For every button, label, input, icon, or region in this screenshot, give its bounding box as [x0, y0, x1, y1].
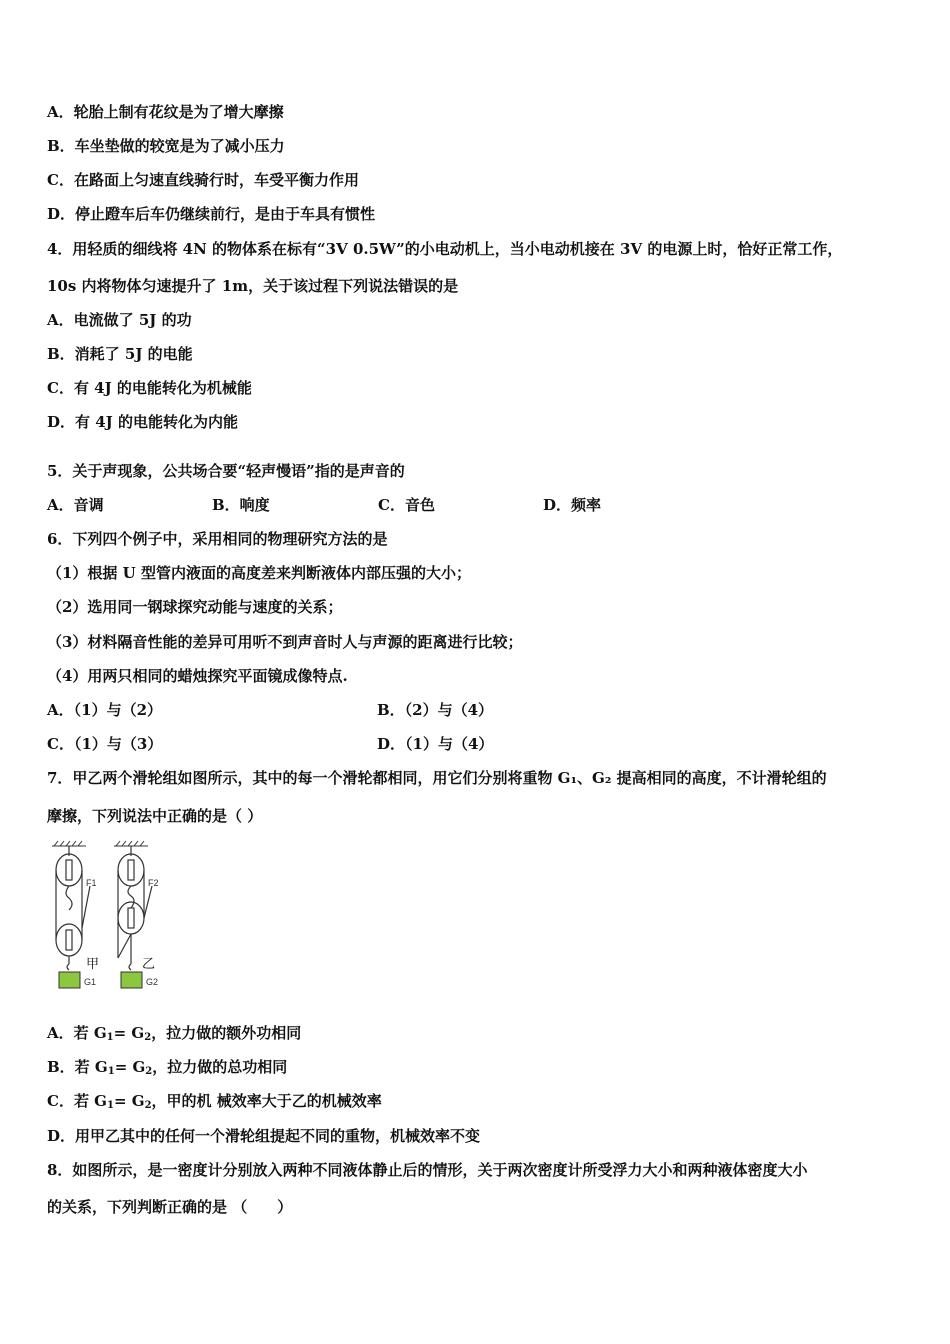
label-yi: 乙: [142, 957, 156, 972]
weight-g1: [59, 972, 80, 988]
q7-stem-line1: 7．甲乙两个滑轮组如图所示，其中的每一个滑轮都相同，用它们分别将重物 G₁、G₂ 提高相同的高度，不计滑轮组的: [47, 769, 827, 787]
q7-option-b: B．若 $G_1= G_2$，拉力做的总功相同: [47, 1058, 288, 1077]
label-g2: G2: [146, 977, 159, 987]
label-jia: 甲: [86, 957, 100, 972]
q3-option-c: C．在路面上匀速直线骑行时，车受平衡力作用: [47, 171, 359, 189]
q4-option-b: B．消耗了 5J 的电能: [47, 345, 193, 363]
q6-option-a: A．（1）与（2）: [47, 701, 163, 719]
q5-option-c: C．音色: [378, 496, 435, 514]
ceiling-right: [114, 841, 148, 846]
pulley-system-jia: [56, 846, 90, 970]
label-f1: F1: [86, 878, 97, 888]
weight-g2: [121, 972, 142, 988]
q6-item-1: （1）根据 U 型管内液面的高度差来判断液体内部压强的大小；: [47, 564, 471, 582]
label-f2: F2: [148, 878, 159, 888]
q5-option-b: B．响度: [212, 496, 270, 514]
q6-option-c: C．（1）与（3）: [47, 735, 163, 753]
q4-stem-line2: 10s 内将物体匀速提升了 1m，关于该过程下列说法错误的是: [47, 277, 459, 295]
q7-option-a: A．若 $G_1= G_2$，拉力做的额外功相同: [47, 1024, 302, 1043]
q6-item-3: （3）材料隔音性能的差异可用听不到声音时人与声源的距离进行比较；: [47, 633, 523, 651]
pulley-figure: [42, 838, 172, 996]
q4-option-a: A．电流做了 5J 的功: [47, 311, 192, 329]
q3-option-b: B．车坐垫做的较宽是为了减小压力: [47, 137, 285, 155]
q6-item-4: （4）用两只相同的蜡烛探究平面镜成像特点.: [47, 667, 348, 685]
q3-option-d: D．停止蹬车后车仍继续前行，是由于车具有惯性: [47, 205, 376, 223]
pulley-system-yi: [118, 846, 152, 970]
q8-stem-line1: 8．如图所示，是一密度计分别放入两种不同液体静止后的情形，关于两次密度计所受浮力大小和两种液体密度大小: [47, 1161, 808, 1179]
q7-option-c: C．若 $G_1= G_2$，甲的机 械效率大于乙的机械效率: [47, 1092, 382, 1111]
q3-option-a: A．轮胎上制有花纹是为了增大摩擦: [47, 103, 284, 121]
q5-option-a: A．音调: [47, 496, 104, 514]
q4-option-d: D．有 4J 的电能转化为内能: [47, 413, 238, 431]
q4-stem-line1: 4．用轻质的细线将 4N 的物体系在标有“3V 0.5W”的小电动机上，当小电动机接在 3V 的电源上时，恰好正常工作，: [47, 240, 843, 258]
q4-option-c: C．有 4J 的电能转化为机械能: [47, 379, 252, 397]
q7-option-d: D．用甲乙其中的任何一个滑轮组提起不同的重物，机械效率不变: [47, 1127, 481, 1145]
q6-stem: 6．下列四个例子中，采用相同的物理研究方法的是: [47, 530, 388, 548]
label-g1: G1: [84, 977, 97, 987]
ceiling-left: [52, 841, 86, 846]
q7-stem-line2: 摩擦，下列说法中正确的是（ ）: [47, 807, 263, 825]
q6-item-2: （2）选用同一钢球探究动能与速度的关系；: [47, 598, 343, 616]
q6-option-d: D．（1）与（4）: [377, 735, 494, 753]
q5-stem: 5．关于声现象，公共场合要“轻声慢语”指的是声音的: [47, 462, 405, 480]
q8-stem-line2: 的关系，下列判断正确的是 （ ）: [47, 1198, 293, 1216]
q6-option-b: B．（2）与（4）: [377, 701, 494, 719]
q5-option-d: D．频率: [543, 496, 602, 514]
